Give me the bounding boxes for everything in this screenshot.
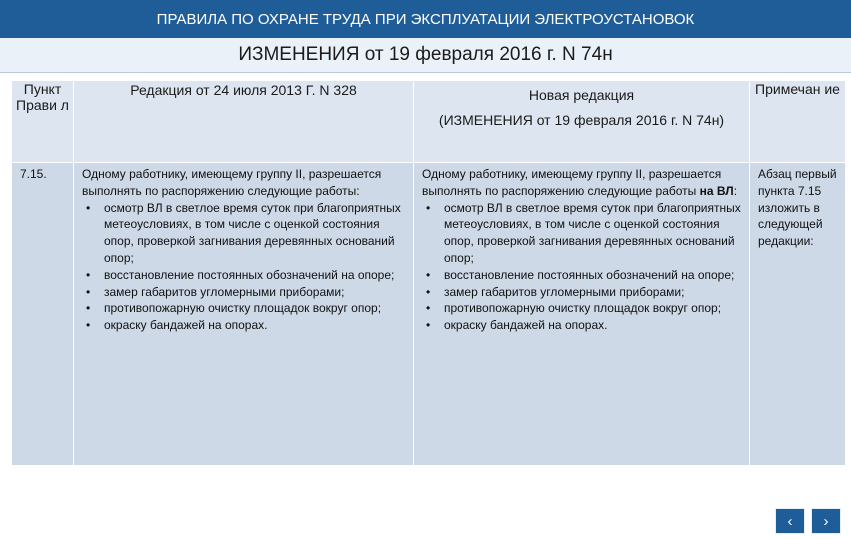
new-intro-colon: :	[733, 183, 738, 198]
comparison-table	[11, 80, 846, 466]
header-new-edition-subtitle: (ИЗМЕНЕНИЯ от 19 февраля 2016 г. N 74н)	[438, 112, 725, 128]
list-item: • противопожарную очистку площадок вокруг опор;	[82, 300, 409, 317]
new-intro	[422, 166, 745, 200]
next-slide-button[interactable]	[811, 508, 841, 534]
chevron-right-icon: ›	[823, 512, 829, 530]
list-item: • замер габаритов угломерными приборами;	[82, 284, 409, 301]
chevron-left-icon: ‹	[787, 512, 793, 530]
list-item: • восстановление постоянных обозначений на опоре;	[422, 267, 745, 284]
header-new-edition-title: Новая редакция	[528, 87, 635, 103]
header-point: Пункт Прави л	[12, 81, 74, 163]
new-items-list	[422, 200, 745, 334]
header-note: Примечан ие	[750, 81, 846, 163]
prev-slide-button[interactable]	[775, 508, 805, 534]
page-header	[0, 0, 851, 38]
header-new-edition	[414, 81, 750, 163]
cell-new-edition	[414, 163, 750, 466]
list-item: • осмотр ВЛ в светлое время суток при благоприятных метеоусловиях, в том числе с оценкой состояния опор, проверкой загнивания деревянных оснований опор;	[422, 200, 745, 267]
cell-old-edition	[74, 163, 414, 466]
old-intro: Одному работнику, имеющему группу II, разрешается выполнять по распоряжению следующие работы:	[82, 167, 382, 198]
list-item: • замер габаритов угломерными приборами;	[422, 284, 745, 301]
page-subtitle: ИЗМЕНЕНИЯ от 19 февраля 2016 г. N 74н	[238, 44, 613, 65]
list-item: • осмотр ВЛ в светлое время суток при благоприятных метеоусловиях, в том числе с оценкой состояния опор, проверкой загнивания деревянных оснований опор;	[82, 200, 409, 267]
page-title: ПРАВИЛА ПО ОХРАНЕ ТРУДА ПРИ ЭКСПЛУАТАЦИИ ЭЛЕКТРОУСТАНОВОК	[156, 10, 695, 28]
list-item: • окраску бандажей на опорах.	[82, 317, 409, 334]
table-header-row	[12, 81, 846, 163]
list-item: • окраску бандажей на опорах.	[422, 317, 745, 334]
list-item: • противопожарную очистку площадок вокруг опор;	[422, 300, 745, 317]
header-old-edition: Редакция от 24 июля 2013 Г. N 328	[74, 81, 414, 163]
cell-note: Абзац первый пункта 7.15 изложить в следующей редакции:	[750, 163, 846, 466]
new-intro-emphasis: на ВЛ	[699, 183, 734, 198]
table-row	[12, 163, 846, 466]
cell-point: 7.15.	[12, 163, 74, 466]
new-intro-text: Одному работнику, имеющему группу II, разрешается выполнять по распоряжению следующие работы	[422, 167, 722, 198]
list-item: • восстановление постоянных обозначений на опоре;	[82, 267, 409, 284]
old-items-list	[82, 200, 409, 334]
